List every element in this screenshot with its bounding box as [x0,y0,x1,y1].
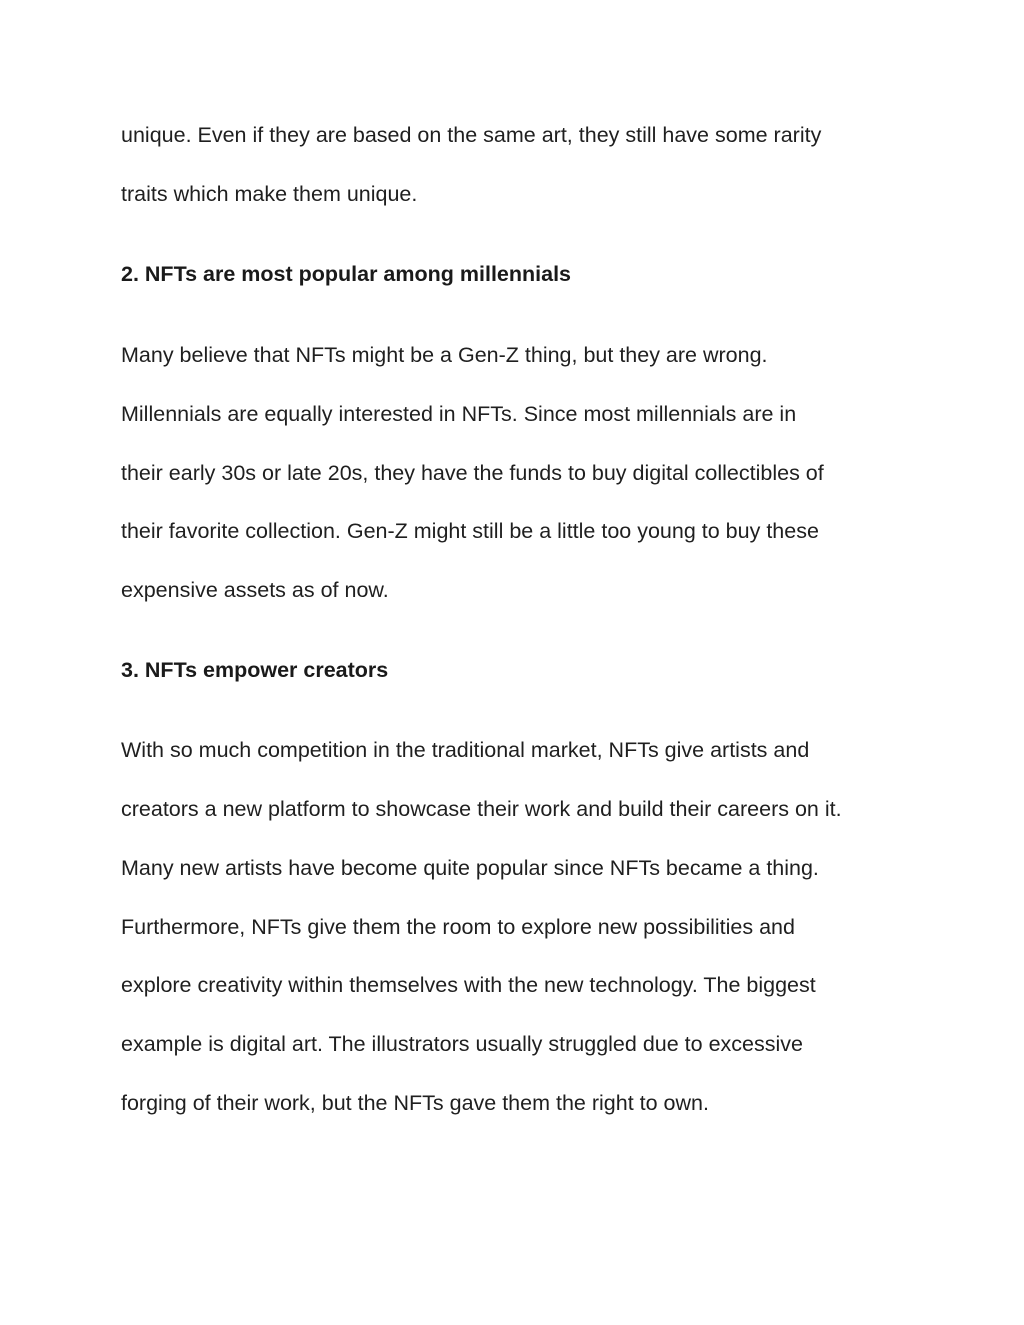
section-3-heading: 3. NFTs empower creators [121,658,389,682]
section-2-line-3: their early 30s or late 20s, they have the funds to buy digital collectibles of [121,461,824,485]
section-2-line-1: Many believe that NFTs might be a Gen-Z thing, but they are wrong. [121,343,768,367]
section-3-line-6: example is digital art. The illustrators usually struggled due to excessive [121,1032,803,1056]
section-2-line-2: Millennials are equally interested in NFTs. Since most millennials are in [121,402,797,426]
section-2-line-4: their favorite collection. Gen-Z might still be a little too young to buy these [121,519,819,543]
intro-line-2: traits which make them unique. [121,182,418,206]
section-3-line-4: Furthermore, NFTs give them the room to explore new possibilities and [121,915,795,939]
section-3-line-2: creators a new platform to showcase their work and build their careers on it. [121,797,842,821]
section-3-line-7: forging of their work, but the NFTs gave them the right to own. [121,1091,709,1115]
section-3-line-1: With so much competition in the traditional market, NFTs give artists and [121,738,810,762]
section-3-line-3: Many new artists have become quite popular since NFTs became a thing. [121,856,819,880]
section-3-line-5: explore creativity within themselves with the new technology. The biggest [121,973,816,997]
intro-line-1: unique. Even if they are based on the same art, they still have some rarity [121,123,822,147]
section-2-heading: 2. NFTs are most popular among millennials [121,262,571,286]
section-2-line-5: expensive assets as of now. [121,578,389,602]
